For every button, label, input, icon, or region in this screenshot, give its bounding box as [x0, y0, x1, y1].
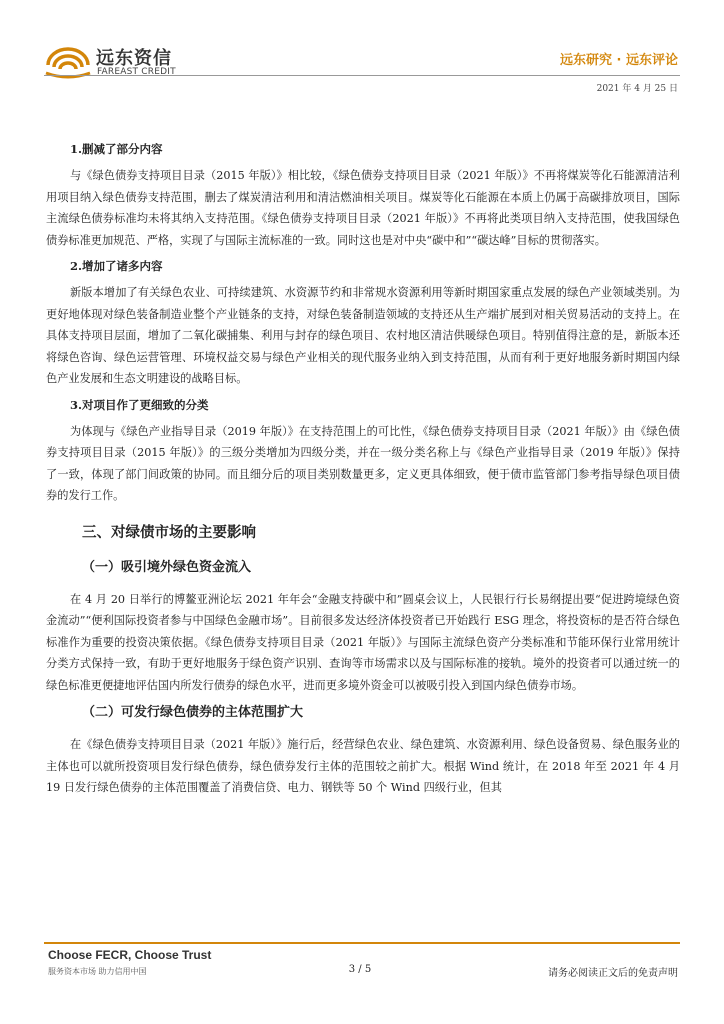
section-2-heading: 2.增加了诸多内容: [70, 259, 163, 273]
page-number: 3 / 5: [348, 964, 372, 975]
footer-disclaimer: 请务必阅读正文后的免责声明: [548, 968, 678, 979]
header-divider: [44, 75, 680, 76]
subsection-2-paragraph: 在《绿色债券支持项目目录（2021 年版）》施行后，经营绿色农业、绿色建筑、水资源利用、绿色设备贸易、绿色服务业的主体也可以就所投资项目发行绿色债券，绿色债券发行主体的范围较之前扩大。根据 Wind 统计，在 2018 年至 2021 年 4 月 19 日发行绿色债券的主体范围覆盖了消费信贷、电力、钢铁等 50 个 Wind 四级行业，但其: [46, 738, 680, 794]
part-3-heading: 三、对绿债市场的主要影响: [82, 524, 256, 541]
document-body: [46, 140, 680, 805]
section-3-paragraph: 为体现与《绿色产业指导目录（2019 年版）》在支持范围上的可比性，《绿色债券支持项目目录（2021 年版）》由《绿色债券支持项目目录（2015 年版）》的三级分类增加为四级分类，并在一级分类名称上与《绿色产业指导目录（2019 年版）》保持了一致，体现了部门间政策的协同。而且细分后的项目类别数量更多，定义更具体细致，便于债市监管部门参考指导绿色项目债券的发行工作。: [46, 424, 680, 502]
footer-slogan-cn: 服务资本市场 助力信用中国: [48, 967, 147, 976]
section-1-heading: 1.删减了部分内容: [70, 142, 163, 156]
logo-cn-text: 远东资信: [96, 48, 172, 69]
subsection-2-heading: （二）可发行绿色债券的主体范围扩大: [82, 705, 304, 720]
section-2-paragraph: 新版本增加了有关绿色农业、可持续建筑、水资源节约和非常规水资源利用等新时期国家重点发展的绿色产业领域类别。为更好地体现对绿色装备制造业整个产业链条的支持，对绿色装备制造领域的支持还从生产端扩展到对相关贸易活动的支持上。在具体支持项目层面，增加了二氧化碳捕集、利用与封存的绿色项目、农村地区清洁供暖绿色项目。特别值得注意的是，新版本还将绿色咨询、绿色运营管理、环境权益交易与绿色产业相关的现代服务业纳入到支持范围，从而有利于更好地服务新时期国内绿色产业发展和生态文明建设的战略目标。: [46, 286, 680, 385]
header-section-label: 远东研究 · 远东评论: [560, 53, 678, 68]
header-date: 2021 年 4 月 25 日: [596, 84, 678, 94]
subsection-1-paragraph: 在 4 月 20 日举行的博鳌亚洲论坛 2021 年年会“金融支持碳中和”圆桌会议上，人民银行行长易纲提出要“促进跨境绿色资金流动”“便利国际投资者参与中国绿色金融市场”。目前很多发达经济体投资者已开始践行 ESG 理念，将投资标的是否符合绿色标准作为重要的投资决策依据。《绿色债券支持项目目录（2021 年版）》与国际主流绿色资产分类标准和节能环保行业常用统计分类方式保持一致，有助于更好地服务于绿色资产识别、查询等市场需求以及与国际标准的接轨。境外的投资者可以通过统一的绿色标准更便捷地评估国内所发行债券的绿色水平，进而更多境外资金可以被吸引投入到国内绿色债券市场。: [46, 592, 680, 692]
footer-divider: [44, 942, 680, 944]
section-1-paragraph: 与《绿色债券支持项目目录（2015 年版）》相比较，《绿色债券支持项目目录（2021 年版）》不再将煤炭等化石能源清洁利用项目纳入绿色债券支持范围，删去了煤炭清洁利用和清洁燃油相关项目。煤炭等化石能源在本质上仍属于高碳排放项目，国际主流绿色债券标准均未将其纳入支持范围。《绿色债券支持项目目录（2021 年版）》不再将此类项目纳入支持范围，使我国绿色债券标准更加规范、严格，实现了与国际主流标准的一致。同时这也是对中央“碳中和”“碳达峰”目标的贯彻落实。: [46, 169, 680, 247]
section-3-heading: 3.对项目作了更细致的分类: [70, 397, 209, 412]
footer-slogan-en: Choose FECR, Choose Trust: [48, 948, 212, 962]
logo-en-text: FAREAST CREDIT: [97, 67, 176, 77]
subsection-1-heading: （一）吸引境外绿色资金流入: [82, 559, 252, 575]
